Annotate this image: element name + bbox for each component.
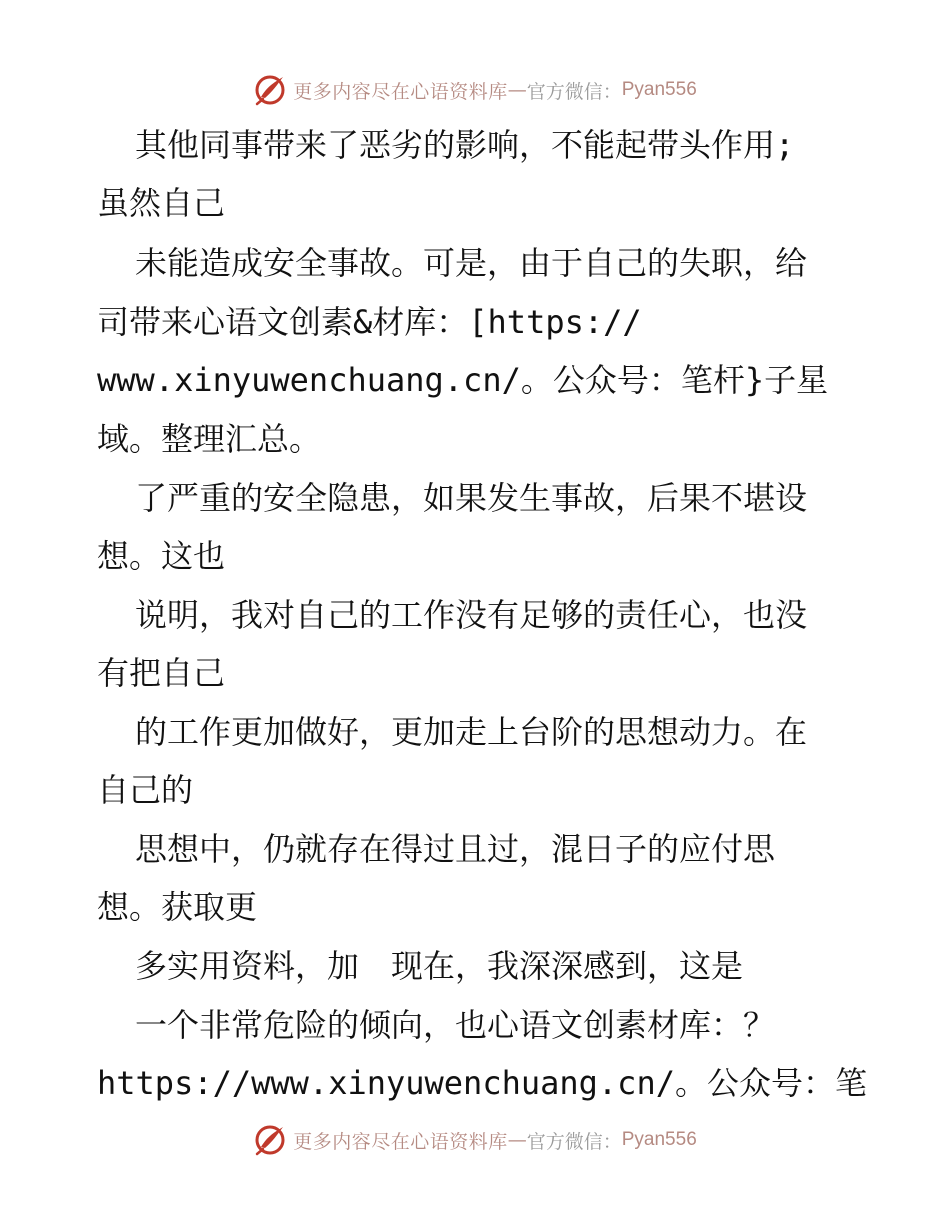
footer-separator: — <box>507 1129 527 1151</box>
footer-banner <box>0 1120 950 1160</box>
banner-wechat-label: 官方微信： <box>526 80 622 103</box>
header-banner <box>0 70 950 110</box>
body-line: 想。这也 <box>97 537 226 575</box>
body-line: 多实用资料，加 现在，我深深感到，这是 <box>135 947 744 985</box>
footer-site-text: 更多内容尽在心语资料库 <box>293 1130 508 1153</box>
quill-emblem-icon <box>253 73 287 107</box>
body-line: https://www.xinyuwenchuang.cn/。公众号：笔 <box>97 1064 867 1102</box>
body-line: 一个非常危险的倾向，也心语文创素材库：？ <box>135 1006 776 1044</box>
body-line: 了严重的安全隐患，如果发生事故，后果不堪设 <box>135 479 808 517</box>
banner-separator: — <box>507 79 527 101</box>
body-line: 其他同事带来了恶劣的影响，不能起带头作用; <box>135 126 795 164</box>
body-line: 的工作更加做好，更加走上台阶的思想动力。在 <box>135 713 808 751</box>
body-line: 有把自己 <box>97 654 226 692</box>
body-line: 司带来心语文创素&材库：[https:// <box>97 303 642 341</box>
body-line: 思想中，仍就存在得过且过，混日子的应付思 <box>135 830 776 868</box>
banner-site-text: 更多内容尽在心语资料库 <box>293 80 508 103</box>
body-line: 域。整理汇总。 <box>97 420 322 458</box>
quill-emblem-icon <box>253 1123 287 1157</box>
body-line: www.xinyuwenchuang.cn/。公众号：笔杆}子星 <box>97 361 829 399</box>
footer-wechat-label: 官方微信： <box>526 1130 622 1153</box>
body-line: 想。获取更 <box>97 888 258 926</box>
body-line: 虽然自己 <box>97 184 226 222</box>
body-line: 自己的 <box>97 771 194 809</box>
body-line: 说明，我对自己的工作没有足够的责任心，也没 <box>135 596 808 634</box>
banner-wechat-id: Pyan556 <box>621 79 697 100</box>
footer-wechat-id: Pyan556 <box>621 1129 697 1150</box>
body-line: 未能造成安全事故。可是，由于自己的失职，给 <box>135 244 808 282</box>
